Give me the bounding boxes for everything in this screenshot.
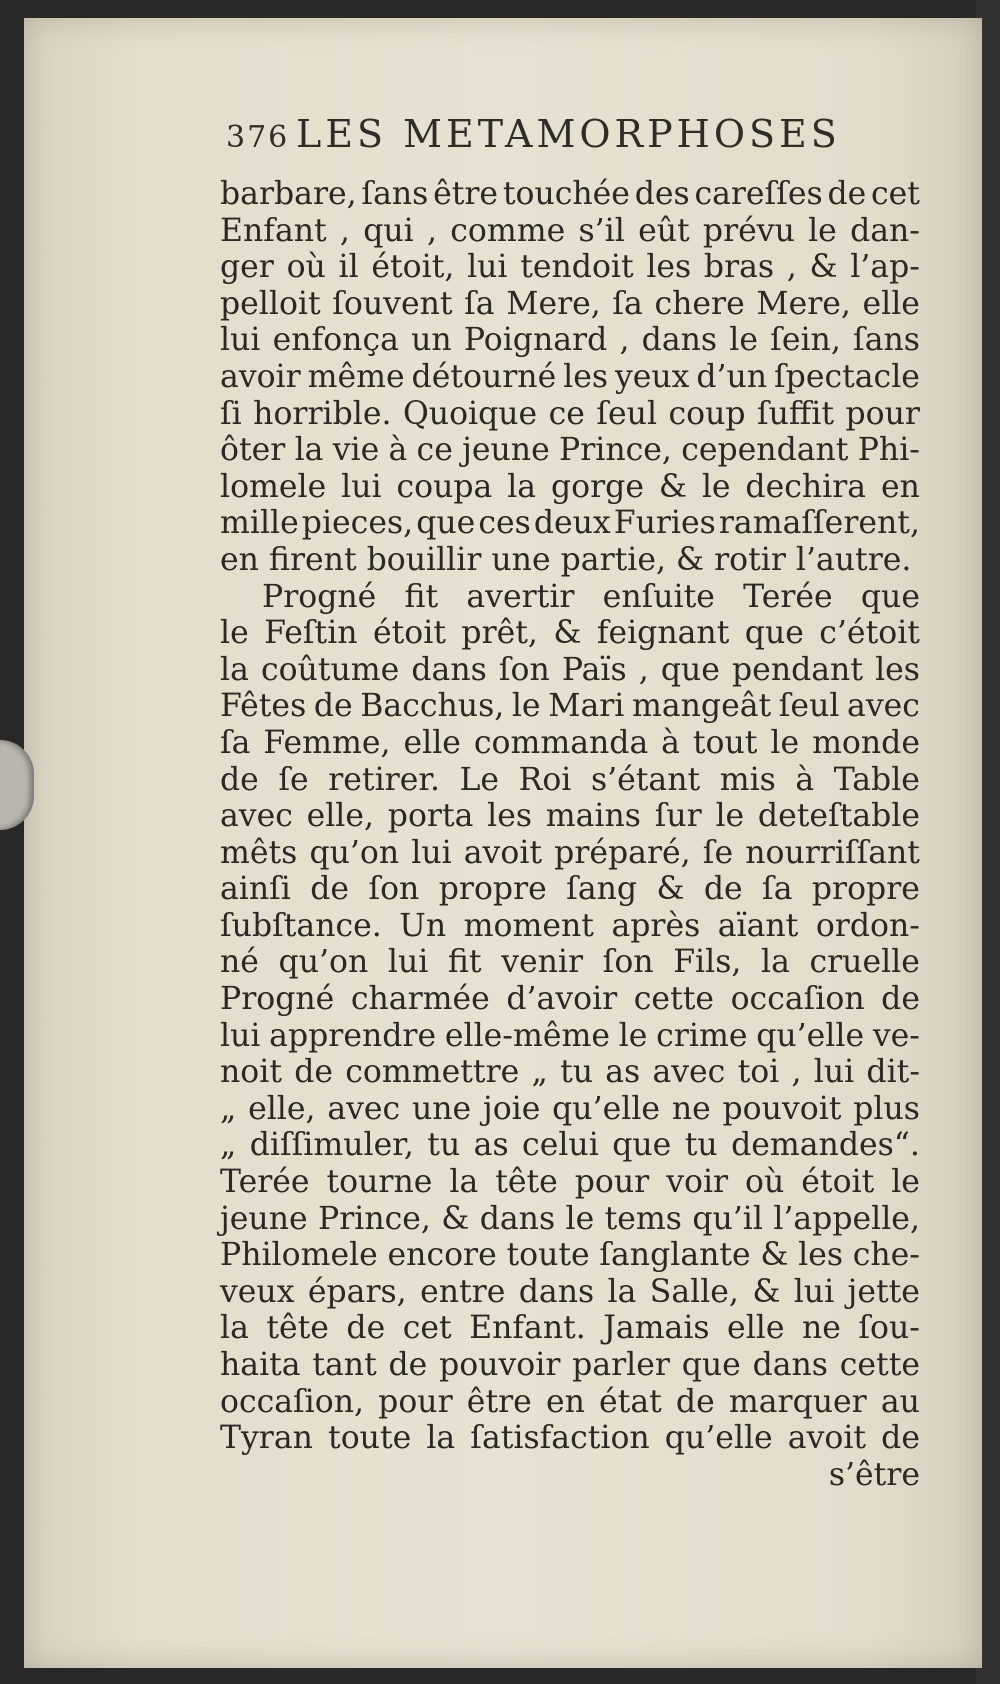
text-line: Terée tourne la tête pour voir où étoit le [220, 1164, 920, 1201]
text-line: la coûtume dans ſon Païs , que pendant les [220, 651, 920, 688]
text-line: en firent bouillir une partie, & rotir l’autre. [220, 541, 912, 578]
text-line: „ diſſimuler, tu as celui que tu demandes“. [220, 1127, 920, 1164]
text-line: Enfant , qui , comme s’il eût prévu le dan- [220, 212, 920, 249]
text-line: mille pieces, que ces deux Furies ramaſſerent, [220, 505, 920, 542]
text-line: lui apprendre elle-même le crime qu’elle ve- [220, 1017, 920, 1054]
text-line: de ſe retirer. Le Roi s’étant mis à Table [220, 761, 920, 798]
text-line: mêts qu’on lui avoit préparé, ſe nourriſſant [220, 834, 920, 871]
text-line: ſubſtance. Un moment après aïant ordon- [220, 907, 920, 944]
body-text [220, 176, 920, 1493]
text-line: ger où il étoit, lui tendoit les bras , & l’ap- [220, 249, 920, 286]
text-line: Fêtes de Bacchus, le Mari mangeât ſeul avec [220, 688, 920, 725]
text-line: ſi horrible. Quoique ce ſeul coup ſuffit pour [220, 395, 920, 432]
text-line: Tyran toute la ſatisfaction qu’elle avoit de [220, 1420, 920, 1457]
text-line: la tête de cet Enfant. Jamais elle ne ſou- [220, 1310, 920, 1347]
text-line: né qu’on lui fit venir ſon Fils, la cruelle [220, 944, 920, 981]
catchword: s’être [828, 1456, 920, 1493]
text-line: „ elle, avec une joie qu’elle ne pouvoit plus [220, 1090, 920, 1127]
text-line: Philomele encore toute ſanglante & les che- [220, 1237, 920, 1274]
text-line: noit de commettre „ tu as avec toi , lui dit- [220, 1054, 920, 1091]
text-line: pelloit ſouvent ſa Mere, ſa chere Mere, elle [220, 285, 920, 322]
text-line: lomele lui coupa la gorge & le dechira en [220, 468, 920, 505]
text-line: jeune Prince, & dans le tems qu’il l’appelle, [220, 1200, 920, 1237]
text-line: ôter la vie à ce jeune Prince, cependant Phi- [220, 432, 920, 469]
text-line: veux épars, entre dans la Salle, & lui jette [220, 1273, 920, 1310]
page-number: 376 [226, 120, 290, 155]
text-line: barbare, ſans être touchée des careſſes de cet [220, 176, 920, 212]
text-line: avoir même détourné les yeux d’un ſpectacle [220, 358, 920, 395]
text-line: avec elle, porta les mains ſur le deteſtable [220, 798, 920, 835]
text-line: le Feſtin étoit prêt, & feignant que c’étoit [220, 615, 920, 652]
text-line: ſa Femme, elle commanda à tout le monde [220, 724, 920, 761]
text-line: Progné charmée d’avoir cette occaſion de [220, 981, 920, 1018]
text-line: Progné fit avertir enſuite Terée que [262, 578, 920, 615]
text-line: haita tant de pouvoir parler que dans cette [220, 1347, 920, 1383]
text-line: occaſion, pour être en état de marquer au [220, 1383, 920, 1420]
catchword-line [220, 1457, 920, 1494]
text-line: ainſi de ſon propre ſang & de ſa propre [220, 871, 920, 908]
page-header [196, 108, 864, 168]
running-title: LES METAMORPHOSES [296, 112, 841, 156]
text-line: lui enfonça un Poignard , dans le ſein, ſans [220, 322, 920, 359]
